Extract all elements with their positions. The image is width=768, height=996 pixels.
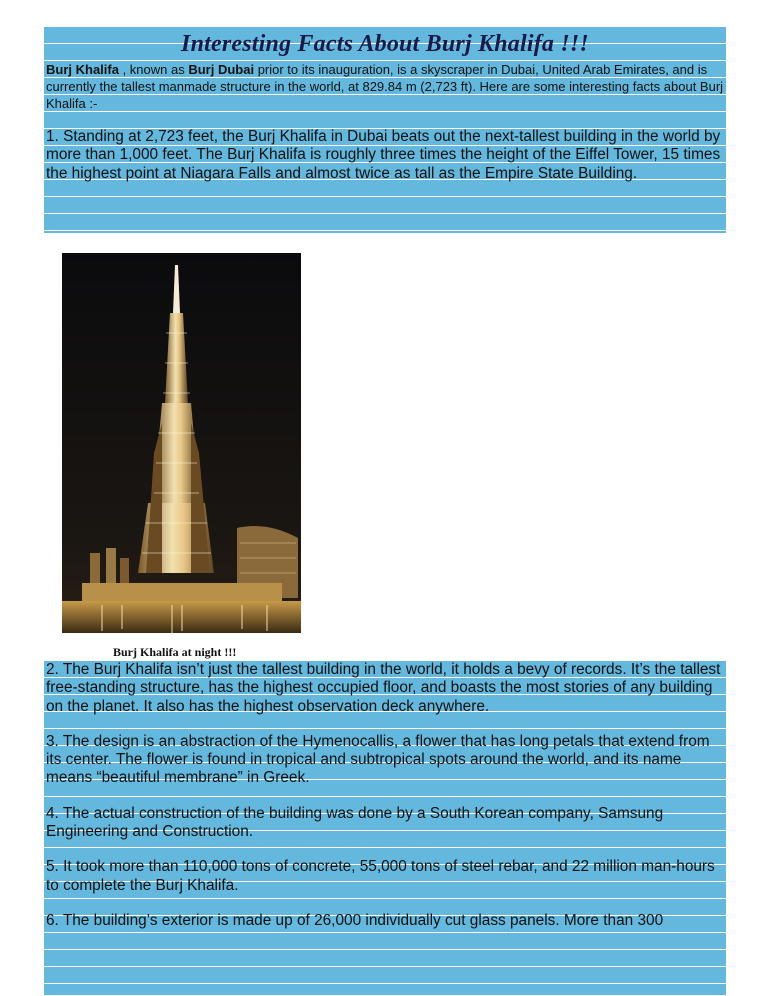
fact-1: 1. Standing at 2,723 feet, the Burj Khalifa in Dubai beats out the next-tallest building in the world by more than 1,000 feet. The Burj Khalifa is roughly three times the height of the Eiffel Tower, 15 times the highest point at Niagara Falls and almost twice as tall as the Empire State Building. bbox=[46, 128, 721, 182]
spacer bbox=[44, 841, 726, 858]
spacer bbox=[44, 895, 726, 912]
intro-text-1: , known as bbox=[118, 62, 189, 77]
photo-illustration bbox=[62, 253, 301, 633]
intro-section bbox=[43, 26, 727, 234]
intro-name-burj-khalifa: Burj Khalifa bbox=[46, 62, 119, 77]
spacer bbox=[44, 716, 726, 733]
facts-section bbox=[43, 660, 727, 996]
fact-3: 3. The design is an abstraction of the Hymenocallis, a flower that has long petals that extend from its center. The flower is found in tropical and subtropical spots around the world, and its name means “beautiful membrane” in Greek. bbox=[46, 732, 710, 787]
fact-6: 6. The building’s exterior is made up of 26,000 individually cut glass panels. More than 300 bbox=[46, 911, 664, 929]
fact-2: 2. The Burj Khalifa isn’t just the tallest building in the world, it holds a bevy of records. It’s the tallest free-standing structure, has the highest occupied floor, and boasts the most stories of any building on the planet. It also has the highest observation deck anywhere. bbox=[46, 661, 721, 715]
burj-khalifa-night-photo bbox=[62, 253, 301, 633]
fact-5: 5. It took more than 110,000 tons of concrete, 55,000 tons of steel rebar, and 22 million man-hours to complete the Burj Khalifa. bbox=[46, 858, 715, 894]
spacer bbox=[44, 112, 726, 128]
fact-4: 4. The actual construction of the building was done by a South Korean company, Samsung Engineering and Construction. bbox=[46, 804, 664, 841]
intro-text-2: prior to its inauguration, is a skyscraper in Dubai, United Arab Emirates, and is currently the tallest manmade structure in the world, at 829.84 m (2,723 ft). Here are some interesting facts about Burj Khalifa :- bbox=[46, 62, 724, 111]
page-title: Interesting Facts About Burj Khalifa !!! bbox=[181, 31, 589, 57]
spacer bbox=[44, 788, 726, 805]
intro-name-burj-dubai: Burj Dubai bbox=[188, 62, 255, 77]
photo-caption: Burj Khalifa at night !!! bbox=[113, 645, 237, 659]
intro-paragraph bbox=[44, 61, 726, 112]
